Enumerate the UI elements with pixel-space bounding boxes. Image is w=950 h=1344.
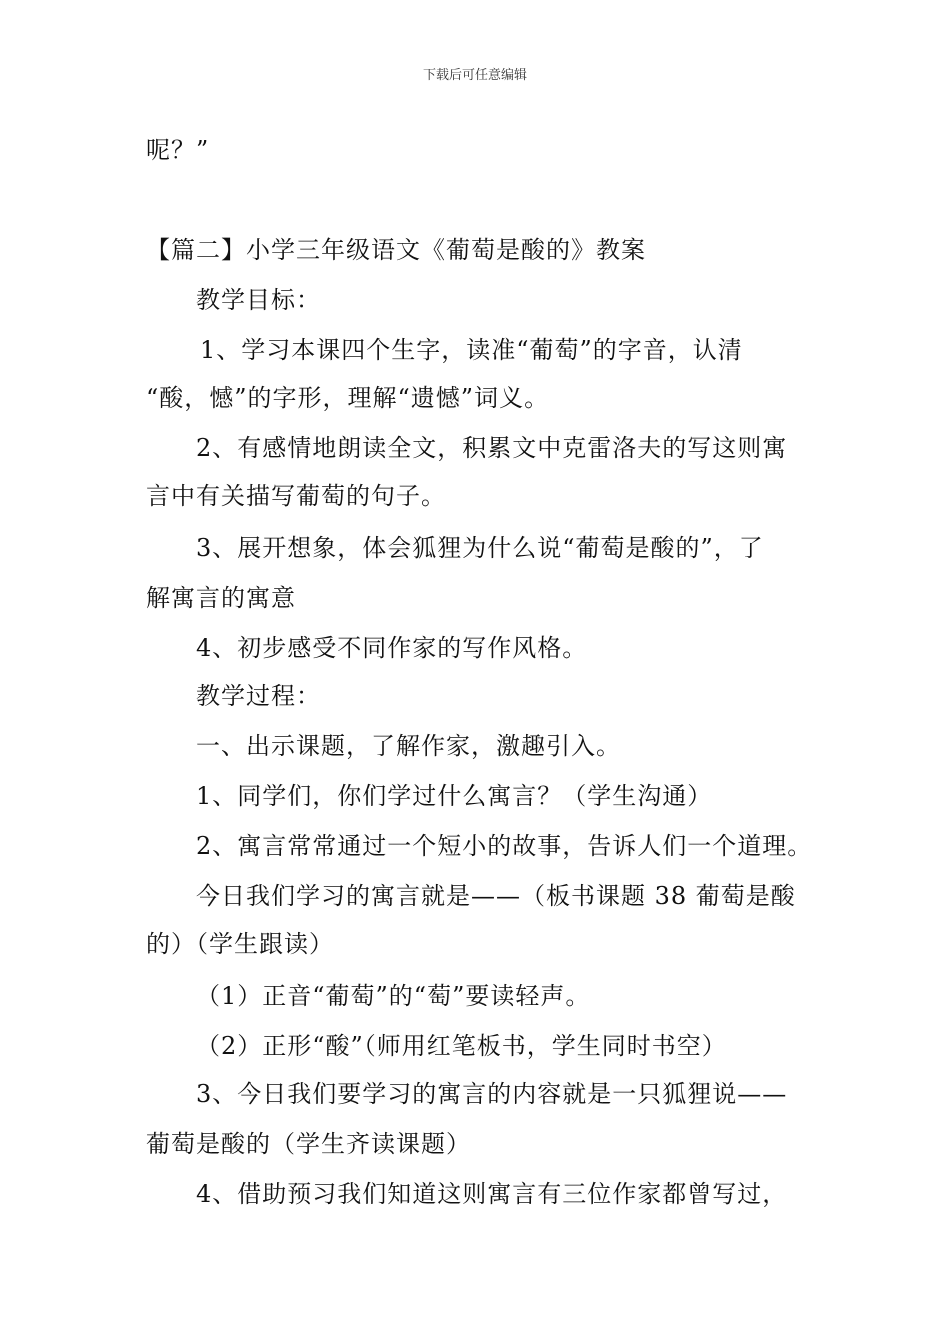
text-line: 呢？”: [146, 136, 210, 164]
heading-teaching-goals: 教学目标：: [196, 286, 321, 314]
text-line: （2）正形“酸”（师用红笔板书，学生同时书空）: [196, 1032, 727, 1060]
text-line: 解寓言的寓意: [146, 584, 296, 612]
text-line: 葡萄是酸的（学生齐读课题）: [146, 1130, 471, 1158]
text-line: 4、初步感受不同作家的写作风格。: [196, 634, 588, 662]
text-line: 3、今日我们要学习的寓言的内容就是一只狐狸说——: [196, 1080, 788, 1108]
text-line: 2、有感情地朗读全文，积累文中克雷洛夫的写这则寓: [196, 434, 788, 462]
text-line: 1、同学们，你们学过什么寓言？（学生沟通）: [196, 782, 713, 810]
text-line: 一、出示课题，了解作家，激趣引入。: [196, 732, 621, 760]
text-line: （1）正音“葡萄”的“萄”要读轻声。: [196, 982, 591, 1010]
section-title: 【篇二】小学三年级语文《葡萄是酸的》教案: [146, 236, 646, 264]
text-line: 2、寓言常常通过一个短小的故事，告诉人们一个道理。: [196, 832, 813, 860]
text-line: 的）（学生跟读）: [146, 930, 334, 958]
heading-teaching-process: 教学过程：: [196, 682, 321, 710]
text-line: 1、学习本课四个生字，读准“葡萄”的字音，认清: [200, 336, 743, 364]
text-line: 4、借助预习我们知道这则寓言有三位作家都曾写过，: [196, 1180, 788, 1208]
text-line: “酸，憾”的字形，理解“遗憾”词义。: [146, 384, 550, 412]
text-line: 言中有关描写葡萄的句子。: [146, 482, 446, 510]
text-line: 3、展开想象，体会狐狸为什么说“葡萄是酸的”，了: [196, 534, 764, 562]
text-line: 今日我们学习的寓言就是——（板书课题 38 葡萄是酸: [196, 882, 796, 910]
page-header: 下载后可任意编辑: [422, 68, 527, 83]
